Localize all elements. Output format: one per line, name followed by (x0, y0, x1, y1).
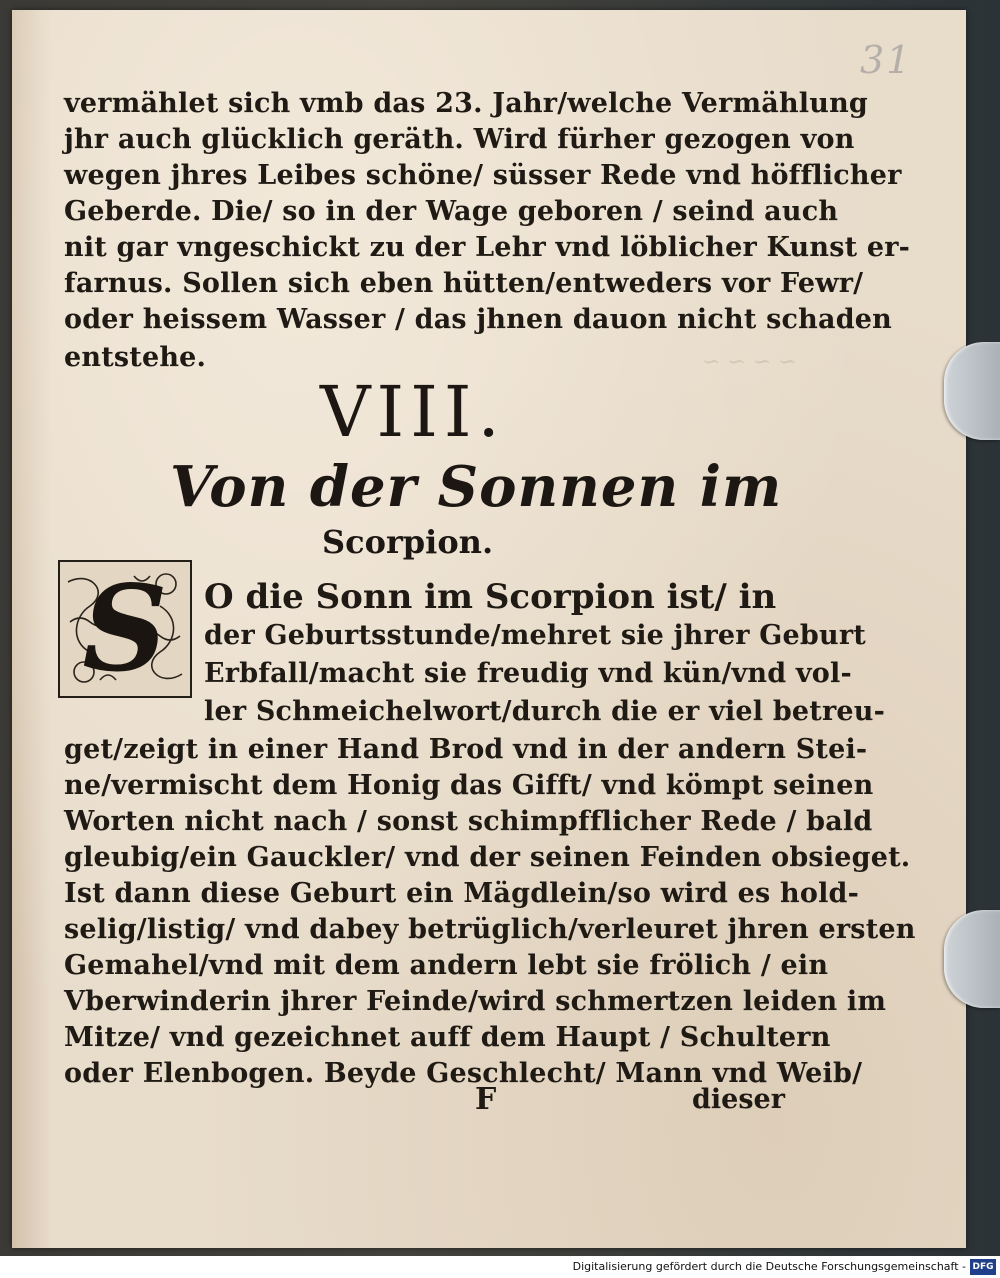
show-through-text: ~ ~ ~ ~ (702, 350, 797, 375)
text-line: oder Elenbogen. Beyde Geschlecht/ Mann vnd Weib/ (64, 1058, 863, 1089)
text-line: Geberde. Die/ so in der Wage geboren / seind auch (64, 196, 839, 227)
text-line: der Geburtsstunde/mehret sie jhrer Geburt (204, 620, 866, 651)
text-line: Mitze/ vnd gezeichnet auff dem Haupt / Schultern (64, 1022, 831, 1053)
text-line: selig/listig/ vnd dabey betrüglich/verleuret jhren ersten (64, 914, 916, 945)
text-line: vermählet sich vmb das 23. Jahr/welche Vermählung (64, 88, 868, 119)
dfg-logo-icon[interactable]: DFG (970, 1259, 996, 1275)
drop-cap (58, 560, 192, 698)
drop-cap-letter: S (82, 559, 168, 698)
text-line: ne/vermischt dem Honig das Gifft/ vnd kömpt seinen (64, 770, 874, 801)
first-line: O die Sonn im Scorpion ist/ in (204, 577, 777, 617)
text-line: Gemahel/vnd mit dem andern lebt sie frölich / ein (64, 950, 829, 981)
dfg-credit-link[interactable]: Digitalisierung gefördert durch die Deutsche Forschungsgemeinschaft - (572, 1260, 966, 1273)
text-line: Vberwinderin jhrer Feinde/wird schmertzen leiden im (64, 986, 887, 1017)
text-line: nit gar vngeschickt zu der Lehr vnd löblicher Kunst er- (64, 232, 911, 263)
chapter-title: Von der Sonnen im (170, 454, 783, 520)
text-line: Ist dann diese Geburt ein Mägdlein/so wird es hold- (64, 878, 860, 909)
chapter-subtitle: Scorpion. (322, 523, 494, 561)
text-line: oder heissem Wasser / das jhnen dauon nicht schaden (64, 304, 892, 335)
chapter-number: VIII. (320, 371, 506, 453)
text-line: gleubig/ein Gauckler/ vnd der seinen Feinden obsieget. (64, 842, 911, 873)
binder-clip-icon (944, 910, 1000, 1008)
text-line: ler Schmeichelwort/durch die er viel betreu- (204, 696, 886, 727)
catchword: dieser (692, 1084, 785, 1115)
text-line: Erbfall/macht sie freudig vnd kün/vnd vol- (204, 658, 852, 689)
text-line: jhr auch glücklich geräth. Wird fürher gezogen von (64, 124, 855, 155)
text-line: wegen jhres Leibes schöne/ süsser Rede vnd höfflicher (64, 160, 902, 191)
text-line: farnus. Sollen sich eben hütten/entweders vor Fewr/ (64, 268, 864, 299)
text-line: entstehe. (64, 342, 207, 373)
text-line: Worten nicht nach / sonst schimpfflicher Rede / bald (64, 806, 873, 837)
footer-bar (0, 1256, 1000, 1278)
signature-mark: F (475, 1082, 497, 1117)
text-line: get/zeigt in einer Hand Brod vnd in der andern Stei- (64, 734, 868, 765)
binder-clip-icon (944, 342, 1000, 440)
folio-mark: 31 (860, 38, 913, 82)
